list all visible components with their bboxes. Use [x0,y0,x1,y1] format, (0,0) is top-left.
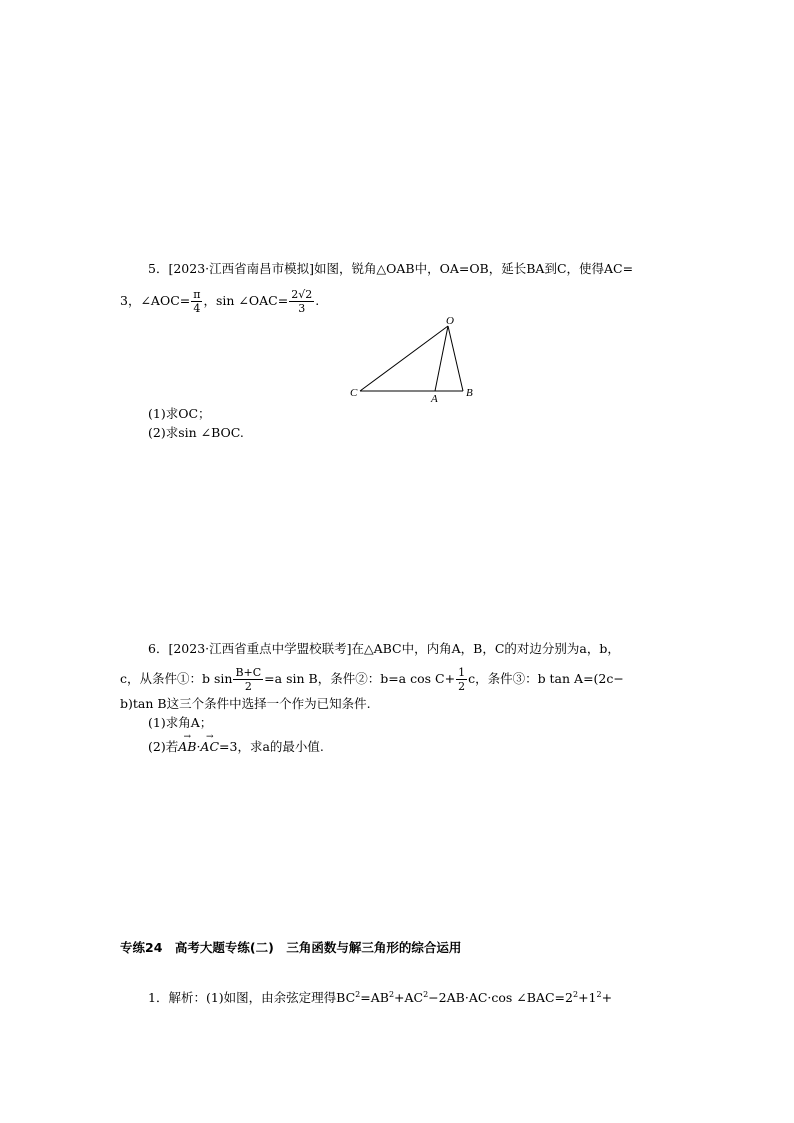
problem6-q2-b: =3，求a的最小值. [219,739,324,754]
problem5-q1: (1)求OC； [148,406,211,421]
fraction-denominator: 2 [244,680,252,693]
fraction-2root2-over-3 [289,288,314,315]
problem5-q2: (2)求sin ∠BOC. [148,425,244,440]
fraction-numerator: B+C [235,666,262,679]
label-b: B [466,387,473,399]
superscript: 2 [596,990,602,999]
problem6-line2-a: c，从条件①：b sin [120,671,233,686]
fraction-b-plus-c-over-2 [233,666,263,693]
segment-oc [360,326,448,391]
fraction-numerator: 2√2 [291,288,313,301]
superscript: 2 [355,990,361,999]
answer1-text-a: 1．解析：(1)如图，由余弦定理得BC [148,990,356,1006]
problem5-line1: 5．[2023·江西省南昌市模拟]如图，锐角△OAB中，OA=OB，延长BA到C，使得AC= [148,261,634,276]
fraction-one-half [456,666,467,693]
superscript: 2 [572,990,579,999]
segment-ob [448,326,463,391]
problem6-line2-c: c，条件③：b tan A=(2c− [468,671,624,686]
superscript: 2 [423,990,429,999]
label-a: A [431,393,438,405]
segment-oa [435,326,448,391]
answer1-text-f: + [601,990,613,1006]
problem6-line2 [120,666,624,693]
answer1-text-b: =AB [360,990,389,1006]
problem5-line2-a: 3，∠AOC= [120,293,191,308]
answer1-text-d: −2AB·AC·cos ∠BAC=2 [428,990,573,1006]
superscript: 2 [388,990,395,999]
fraction-denominator: 4 [193,302,201,315]
problem6-q2 [148,738,324,756]
answer1-text-e: +1 [578,990,597,1006]
problem6-line3: b)tan B这三个条件中选择一个作为已知条件. [120,696,371,711]
problem5-line2 [120,288,319,315]
triangle-figure [345,313,485,408]
dot-operator: · [196,739,201,754]
problem5-line2-b: ，sin ∠OAC= [203,293,289,308]
fraction-pi-over-4 [191,288,202,315]
vector-ac: → AC [200,738,219,756]
vector-ab: → AB [178,738,196,756]
problem6-q1: (1)求角A； [148,715,213,730]
fraction-denominator: 3 [298,302,306,315]
answer1-text-c: +AC [394,990,424,1006]
problem6-line2-b: =a sin B，条件②：b=a cos C+ [264,671,456,686]
problem5-line2-c: . [315,293,320,308]
problem6-q2-a: (2)若 [148,739,179,754]
label-c: C [350,387,358,399]
fraction-numerator: 1 [458,666,466,679]
problem6-line1: 6．[2023·江西省重点中学盟校联考]在△ABC中，内角A，B，C的对边分别为a，b， [148,641,620,656]
fraction-numerator: π [193,288,201,301]
label-o: O [446,315,454,327]
fraction-denominator: 2 [458,680,466,693]
answer1-line [148,986,612,1007]
section-title: 专练24 高考大题专练(二) 三角函数与解三角形的综合运用 [120,940,462,955]
